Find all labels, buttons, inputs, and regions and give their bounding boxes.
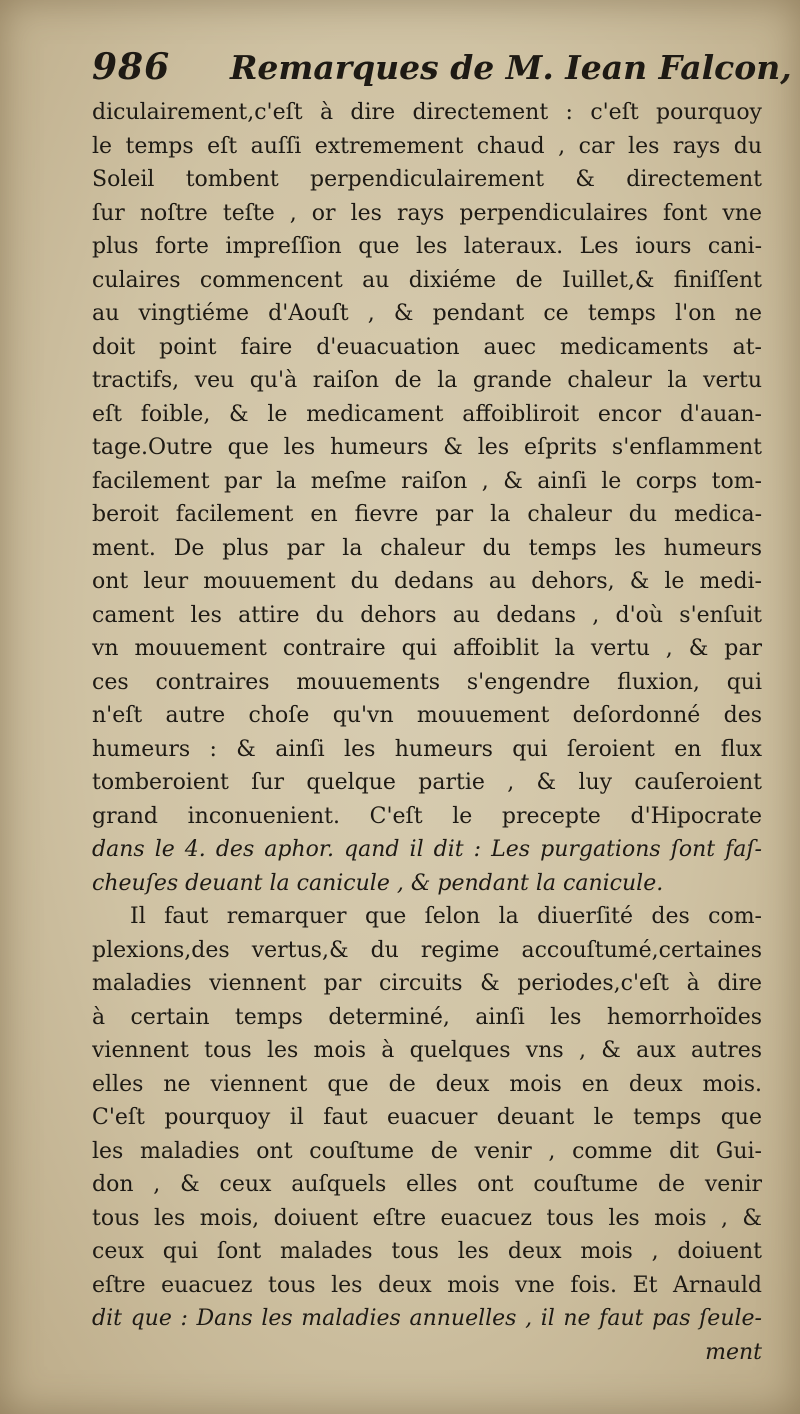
text-line: dit que : Dans les maladies annuelles , il ne faut pas ſeule-: [92, 1306, 762, 1331]
text-line: cament les attire du dehors au dedans , d'où s'enſuit: [92, 602, 762, 628]
text-line: ment. De plus par la chaleur du temps les humeurs: [92, 535, 762, 561]
text-line: tomberoient ſur quelque partie , & luy cauſeroient: [92, 770, 762, 795]
text-line: à certain temps determiné, ainſi les hemorrhoïdes: [92, 1004, 762, 1030]
text-line: tage.Outre que les humeurs & les eſprits s'enflamment: [92, 435, 762, 460]
text-line: C'eſt pourquoy il faut euacuer deuant le temps que: [92, 1105, 762, 1130]
text-line: elles ne viennent que de deux mois en deux mois.: [92, 1071, 762, 1097]
text-line: Il faut remarquer que ſelon la diuerſité des com-: [130, 904, 762, 929]
text-line: ces contraires mouuements s'engendre fluxion, qui: [92, 669, 762, 695]
text-line: dans le 4. des aphor. qand il dit : Les purgations ſont faſ-: [92, 837, 762, 862]
text-line: ceux qui ſont malades tous les deux mois , doiuent: [92, 1239, 762, 1264]
text-line: don , & ceux auſquels elles ont couſtume de venir: [92, 1172, 762, 1197]
text-line: ſur noſtre teſte , or les rays perpendiculaires font vne: [92, 200, 762, 226]
body-text: [92, 96, 762, 1369]
text-line: ont leur mouuement du dedans au dehors, & le medi-: [92, 569, 762, 594]
text-line: beroit facilement en fievre par la chaleur du medica-: [92, 502, 762, 527]
text-line: humeurs : & ainſi les humeurs qui ſeroient en flux: [92, 736, 762, 762]
text-line: au vingtiéme d'Aouſt , & pendant ce temps l'on ne: [92, 301, 762, 326]
text-line: grand inconuenient. C'eſt le precepte d'Hipocrate: [92, 803, 762, 829]
text-line: cheuſes deuant la canicule , & pendant la canicule.: [92, 870, 664, 896]
text-line: plexions,des vertus,& du regime accouſtumé,certaines: [92, 937, 762, 963]
page-number: 986: [92, 46, 171, 88]
text-line: doit point faire d'euacuation auec medicaments at-: [92, 334, 762, 360]
text-line: tous les mois, doiuent eſtre euacuez tous les mois , &: [92, 1205, 762, 1231]
running-head: Remarques de M. Iean Falcon,: [230, 48, 792, 87]
text-line: tractifs, veu qu'à raiſon de la grande chaleur la vertu: [92, 368, 762, 393]
text-line: ment: [705, 1339, 762, 1365]
text-line: Soleil tombent perpendiculairement & directement: [92, 167, 762, 192]
text-line: plus forte impreſſion que les lateraux. Les iours cani-: [92, 234, 762, 259]
text-line: facilement par la meſme raiſon , & ainſi le corps tom-: [92, 468, 762, 494]
page-header: [92, 46, 792, 96]
text-line: n'eſt autre choſe qu'vn mouuement deſordonné des: [92, 703, 762, 728]
text-line: culaires commencent au dixiéme de Iuillet,& finiſſent: [92, 267, 762, 293]
text-line: vn mouuement contraire qui affoiblit la vertu , & par: [92, 636, 762, 661]
text-line: eſt foible, & le medicament affoibliroit encor d'auan-: [92, 401, 762, 427]
text-line: viennent tous les mois à quelques vns , & aux autres: [92, 1038, 762, 1063]
text-line: diculairement,c'eſt à dire directement : c'eſt pourquoy: [92, 100, 762, 125]
text-line: maladies viennent par circuits & periodes,c'eſt à dire: [92, 971, 762, 996]
text-line: les maladies ont couſtume de venir , comme dit Gui-: [92, 1138, 762, 1164]
text-line: eſtre euacuez tous les deux mois vne fois. Et Arnauld: [92, 1272, 762, 1298]
text-line: le temps eſt auſſi extremement chaud , car les rays du: [92, 133, 762, 159]
